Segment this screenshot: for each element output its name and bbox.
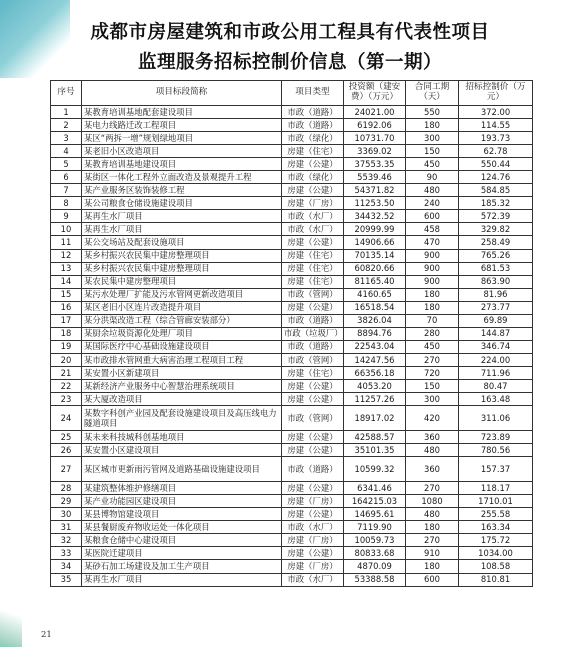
cell-price: 273.77 — [459, 301, 533, 314]
cell-investment: 164215.03 — [344, 495, 406, 508]
cell-investment: 53388.58 — [344, 573, 406, 586]
cell-price: 163.34 — [459, 521, 533, 534]
cell-no: 12 — [51, 249, 82, 262]
cell-no: 23 — [51, 393, 82, 406]
table-row — [51, 482, 533, 495]
cell-type: 房建（公建） — [282, 482, 344, 495]
cell-period: 270 — [406, 353, 459, 366]
cell-investment: 11253.50 — [344, 197, 406, 210]
cell-name: 某乡村振兴农民集中建房整理项目 — [82, 249, 282, 262]
cell-no: 35 — [51, 573, 82, 586]
cell-no: 20 — [51, 353, 82, 366]
cell-price: 584.85 — [459, 184, 533, 197]
cell-no: 32 — [51, 534, 82, 547]
cell-name: 某医院迁建项目 — [82, 547, 282, 560]
cell-type: 市政（垃圾厂） — [282, 327, 344, 340]
corner-decoration-bottom — [0, 607, 22, 647]
cell-investment: 4160.65 — [344, 288, 406, 301]
cell-investment: 10731.70 — [344, 132, 406, 145]
cell-name: 某电力线路迁改工程项目 — [82, 119, 282, 132]
cell-price: 723.89 — [459, 431, 533, 444]
cell-price: 185.32 — [459, 197, 533, 210]
cell-name: 某新经济产业服务中心智慧治理系统项目 — [82, 379, 282, 392]
table-row — [51, 327, 533, 340]
cell-name: 某老旧小区改造项目 — [82, 145, 282, 158]
table-row — [51, 560, 533, 573]
cell-type: 房建（公建） — [282, 158, 344, 171]
cell-no: 22 — [51, 379, 82, 392]
cell-period: 450 — [406, 340, 459, 353]
cell-type: 房建（公建） — [282, 393, 344, 406]
cell-name: 某分洪渠改造工程（综合管廊安装部分） — [82, 314, 282, 327]
table-row — [51, 534, 533, 547]
table-row — [51, 275, 533, 288]
table-row — [51, 301, 533, 314]
cell-period: 420 — [406, 406, 459, 431]
cell-price: 80.47 — [459, 379, 533, 392]
column-header-price: 招标控制价（万元） — [459, 81, 533, 106]
cell-name: 某安置小区新建项目 — [82, 366, 282, 379]
cell-price: 311.06 — [459, 406, 533, 431]
cell-period: 70 — [406, 314, 459, 327]
cell-period: 600 — [406, 210, 459, 223]
cell-no: 33 — [51, 547, 82, 560]
table-row — [51, 366, 533, 379]
cell-price: 1710.01 — [459, 495, 533, 508]
cell-name: 某街区一体化工程外立面改造及景观提升工程 — [82, 171, 282, 184]
cell-no: 4 — [51, 145, 82, 158]
cell-investment: 34432.52 — [344, 210, 406, 223]
cell-price: 255.58 — [459, 508, 533, 521]
cell-no: 24 — [51, 406, 82, 431]
cell-price: 372.00 — [459, 106, 533, 119]
cell-period: 180 — [406, 288, 459, 301]
cell-no: 10 — [51, 223, 82, 236]
cell-period: 910 — [406, 547, 459, 560]
table-row — [51, 431, 533, 444]
cell-price: 124.76 — [459, 171, 533, 184]
cell-no: 8 — [51, 197, 82, 210]
cell-period: 450 — [406, 158, 459, 171]
cell-investment: 66356.18 — [344, 366, 406, 379]
table-row — [51, 158, 533, 171]
cell-investment: 20999.99 — [344, 223, 406, 236]
cell-investment: 7119.90 — [344, 521, 406, 534]
cell-investment: 11257.26 — [344, 393, 406, 406]
cell-price: 681.53 — [459, 262, 533, 275]
cell-investment: 16518.54 — [344, 301, 406, 314]
cell-type: 市政（管网） — [282, 406, 344, 431]
cell-no: 6 — [51, 171, 82, 184]
cell-type: 市政（道路） — [282, 119, 344, 132]
cell-price: 711.96 — [459, 366, 533, 379]
table-row — [51, 223, 533, 236]
cell-period: 720 — [406, 366, 459, 379]
cell-type: 市政（绿化） — [282, 171, 344, 184]
cell-price: 572.39 — [459, 210, 533, 223]
cell-name: 某区老旧小区连片改造提升项目 — [82, 301, 282, 314]
cell-type: 房建（住宅） — [282, 366, 344, 379]
cell-type: 市政（水厂） — [282, 210, 344, 223]
cell-type: 市政（水厂） — [282, 573, 344, 586]
cell-investment: 6341.46 — [344, 482, 406, 495]
cell-name: 某安置小区建设项目 — [82, 444, 282, 457]
cell-name: 某区“两拆一增”规划绿地项目 — [82, 132, 282, 145]
cell-name: 某教育培训基地配套建设项目 — [82, 106, 282, 119]
cell-no: 28 — [51, 482, 82, 495]
cell-type: 房建（公建） — [282, 301, 344, 314]
cell-name: 某县餐厨废弃物收运处一体化项目 — [82, 521, 282, 534]
table-row — [51, 210, 533, 223]
table-row — [51, 262, 533, 275]
cell-no: 26 — [51, 444, 82, 457]
cell-period: 270 — [406, 482, 459, 495]
cell-name: 某农民集中建房整理项目 — [82, 275, 282, 288]
table-row — [51, 457, 533, 482]
cell-type: 房建（公建） — [282, 444, 344, 457]
table-row — [51, 249, 533, 262]
cell-no: 16 — [51, 301, 82, 314]
cell-period: 1080 — [406, 495, 459, 508]
table-row — [51, 314, 533, 327]
cell-type: 房建（厂房） — [282, 495, 344, 508]
table-row — [51, 521, 533, 534]
table-row — [51, 444, 533, 457]
cell-no: 13 — [51, 262, 82, 275]
column-header-no: 序号 — [51, 81, 82, 106]
cell-name: 某产业功能园区建设项目 — [82, 495, 282, 508]
cell-name: 某再生水厂项目 — [82, 573, 282, 586]
cell-period: 240 — [406, 197, 459, 210]
cell-period: 280 — [406, 327, 459, 340]
cell-investment: 54371.82 — [344, 184, 406, 197]
cell-investment: 24021.00 — [344, 106, 406, 119]
cell-name: 某公司粮食仓储设施建设项目 — [82, 197, 282, 210]
table-row — [51, 353, 533, 366]
cell-price: 193.73 — [459, 132, 533, 145]
cell-period: 150 — [406, 379, 459, 392]
cell-no: 19 — [51, 340, 82, 353]
cell-price: 863.90 — [459, 275, 533, 288]
cell-name: 某大厦改造项目 — [82, 393, 282, 406]
cell-price: 69.89 — [459, 314, 533, 327]
cell-period: 458 — [406, 223, 459, 236]
cell-price: 114.55 — [459, 119, 533, 132]
cell-name: 某数字科创产业园及配套设施建设项目及高压线电力隧道项目 — [82, 406, 282, 431]
cell-no: 9 — [51, 210, 82, 223]
cell-name: 某国际医疗中心基础设施建设项目 — [82, 340, 282, 353]
cell-investment: 14247.56 — [344, 353, 406, 366]
cell-no: 1 — [51, 106, 82, 119]
cell-no: 5 — [51, 158, 82, 171]
cell-no: 21 — [51, 366, 82, 379]
table-body — [51, 106, 533, 587]
table-row — [51, 573, 533, 586]
cell-type: 市政（道路） — [282, 314, 344, 327]
table-row — [51, 495, 533, 508]
cell-period: 480 — [406, 444, 459, 457]
cell-name: 某产业服务区装饰装修工程 — [82, 184, 282, 197]
cell-price: 175.72 — [459, 534, 533, 547]
cell-period: 480 — [406, 184, 459, 197]
cell-type: 房建（公建） — [282, 379, 344, 392]
cell-name: 某污水处理厂扩能及污水管网更新改造项目 — [82, 288, 282, 301]
cell-no: 11 — [51, 236, 82, 249]
cell-investment: 80833.68 — [344, 547, 406, 560]
cell-period: 900 — [406, 262, 459, 275]
cell-price: 108.58 — [459, 560, 533, 573]
cell-no: 27 — [51, 457, 82, 482]
table-row — [51, 508, 533, 521]
table-row — [51, 171, 533, 184]
cell-investment: 6192.06 — [344, 119, 406, 132]
cell-price: 329.82 — [459, 223, 533, 236]
cell-type: 房建（住宅） — [282, 249, 344, 262]
cell-period: 550 — [406, 106, 459, 119]
cell-name: 某再生水厂项目 — [82, 210, 282, 223]
cell-name: 某县博物馆建设项目 — [82, 508, 282, 521]
cell-period: 180 — [406, 560, 459, 573]
table-row — [51, 197, 533, 210]
cell-price: 118.17 — [459, 482, 533, 495]
cell-type: 市政（道路） — [282, 340, 344, 353]
table-row — [51, 547, 533, 560]
cell-investment: 10059.73 — [344, 534, 406, 547]
cell-type: 房建（厂房） — [282, 197, 344, 210]
document-title-line1: 成都市房屋建筑和市政公用工程具有代表性项目 — [90, 22, 490, 43]
cell-period: 470 — [406, 236, 459, 249]
table-row — [51, 184, 533, 197]
cell-period: 360 — [406, 431, 459, 444]
cell-period: 180 — [406, 119, 459, 132]
cell-price: 346.74 — [459, 340, 533, 353]
cell-no: 30 — [51, 508, 82, 521]
cell-investment: 4053.20 — [344, 379, 406, 392]
cell-type: 市政（道路） — [282, 457, 344, 482]
cell-price: 62.78 — [459, 145, 533, 158]
cell-period: 480 — [406, 508, 459, 521]
cell-investment: 81165.40 — [344, 275, 406, 288]
cell-name: 某再生水厂项目 — [82, 223, 282, 236]
cell-type: 市政（管网） — [282, 288, 344, 301]
cell-period: 150 — [406, 145, 459, 158]
cell-price: 765.26 — [459, 249, 533, 262]
cell-no: 34 — [51, 560, 82, 573]
cell-investment: 22543.04 — [344, 340, 406, 353]
column-header-period: 合同工期（天） — [406, 81, 459, 106]
cell-period: 90 — [406, 171, 459, 184]
document-title-line2: 监理服务招标控制价信息（第一期） — [137, 52, 442, 73]
table-row — [51, 393, 533, 406]
price-info-table — [50, 80, 533, 587]
cell-period: 900 — [406, 275, 459, 288]
cell-no: 29 — [51, 495, 82, 508]
cell-price: 1034.00 — [459, 547, 533, 560]
cell-investment: 3369.02 — [344, 145, 406, 158]
table-row — [51, 145, 533, 158]
column-header-investment: 投资额（建安费）（万元） — [344, 81, 406, 106]
table-row — [51, 340, 533, 353]
cell-investment: 14906.66 — [344, 236, 406, 249]
cell-type: 房建（住宅） — [282, 262, 344, 275]
cell-period: 270 — [406, 534, 459, 547]
cell-type: 市政（道路） — [282, 106, 344, 119]
cell-investment: 3826.04 — [344, 314, 406, 327]
cell-name: 某乡村振兴农民集中建房整理项目 — [82, 262, 282, 275]
cell-type: 房建（厂房） — [282, 534, 344, 547]
table-row — [51, 406, 533, 431]
column-header-name: 项目标段简称 — [82, 81, 282, 106]
cell-name: 某砂石加工场建设及加工生产项目 — [82, 560, 282, 573]
cell-investment: 37553.35 — [344, 158, 406, 171]
cell-name: 某建筑整体维护修缮项目 — [82, 482, 282, 495]
cell-type: 市政（水厂） — [282, 521, 344, 534]
cell-type: 房建（住宅） — [282, 275, 344, 288]
table-header-row — [51, 81, 533, 106]
cell-type: 房建（厂房） — [282, 560, 344, 573]
cell-no: 3 — [51, 132, 82, 145]
table-row — [51, 288, 533, 301]
cell-name: 某公交场站及配套设施项目 — [82, 236, 282, 249]
cell-period: 300 — [406, 393, 459, 406]
cell-name: 某粮食仓储中心建设项目 — [82, 534, 282, 547]
table-row — [51, 106, 533, 119]
cell-period: 180 — [406, 521, 459, 534]
cell-price: 81.96 — [459, 288, 533, 301]
table-row — [51, 379, 533, 392]
cell-no: 15 — [51, 288, 82, 301]
cell-type: 市政（水厂） — [282, 223, 344, 236]
cell-type: 房建（公建） — [282, 508, 344, 521]
cell-period: 900 — [406, 249, 459, 262]
cell-period: 360 — [406, 457, 459, 482]
cell-investment: 18917.02 — [344, 406, 406, 431]
cell-no: 2 — [51, 119, 82, 132]
cell-no: 7 — [51, 184, 82, 197]
cell-type: 房建（公建） — [282, 236, 344, 249]
cell-investment: 42588.57 — [344, 431, 406, 444]
cell-type: 房建（公建） — [282, 431, 344, 444]
cell-type: 市政（管网） — [282, 353, 344, 366]
cell-price: 810.81 — [459, 573, 533, 586]
cell-investment: 60820.66 — [344, 262, 406, 275]
table-row — [51, 132, 533, 145]
cell-price: 157.37 — [459, 457, 533, 482]
cell-price: 224.00 — [459, 353, 533, 366]
cell-no: 17 — [51, 314, 82, 327]
cell-investment: 35101.35 — [344, 444, 406, 457]
cell-name: 某厨余垃圾资源化处理厂项目 — [82, 327, 282, 340]
table-row — [51, 236, 533, 249]
cell-period: 600 — [406, 573, 459, 586]
cell-price: 780.56 — [459, 444, 533, 457]
cell-name: 某教育培训基地建设项目 — [82, 158, 282, 171]
cell-no: 25 — [51, 431, 82, 444]
cell-no: 18 — [51, 327, 82, 340]
cell-type: 房建（住宅） — [282, 145, 344, 158]
table-row — [51, 119, 533, 132]
cell-investment: 10599.32 — [344, 457, 406, 482]
cell-name: 某市政排水管网重大病害治理工程项目工程 — [82, 353, 282, 366]
cell-no: 14 — [51, 275, 82, 288]
column-header-type: 项目类型 — [282, 81, 344, 106]
cell-no: 31 — [51, 521, 82, 534]
cell-price: 258.49 — [459, 236, 533, 249]
cell-period: 300 — [406, 132, 459, 145]
cell-name: 某未来科技城科创基地项目 — [82, 431, 282, 444]
cell-type: 房建（公建） — [282, 547, 344, 560]
cell-investment: 4870.09 — [344, 560, 406, 573]
cell-investment: 5539.46 — [344, 171, 406, 184]
cell-name: 某区城市更新雨污管网及道路基础设施建设项目 — [82, 457, 282, 482]
cell-price: 144.87 — [459, 327, 533, 340]
cell-price: 550.44 — [459, 158, 533, 171]
cell-period: 180 — [406, 301, 459, 314]
cell-investment: 70135.14 — [344, 249, 406, 262]
page-number: 21 — [41, 630, 52, 640]
cell-price: 163.48 — [459, 393, 533, 406]
cell-investment: 8894.76 — [344, 327, 406, 340]
cell-type: 市政（绿化） — [282, 132, 344, 145]
cell-investment: 14695.61 — [344, 508, 406, 521]
cell-type: 房建（公建） — [282, 184, 344, 197]
